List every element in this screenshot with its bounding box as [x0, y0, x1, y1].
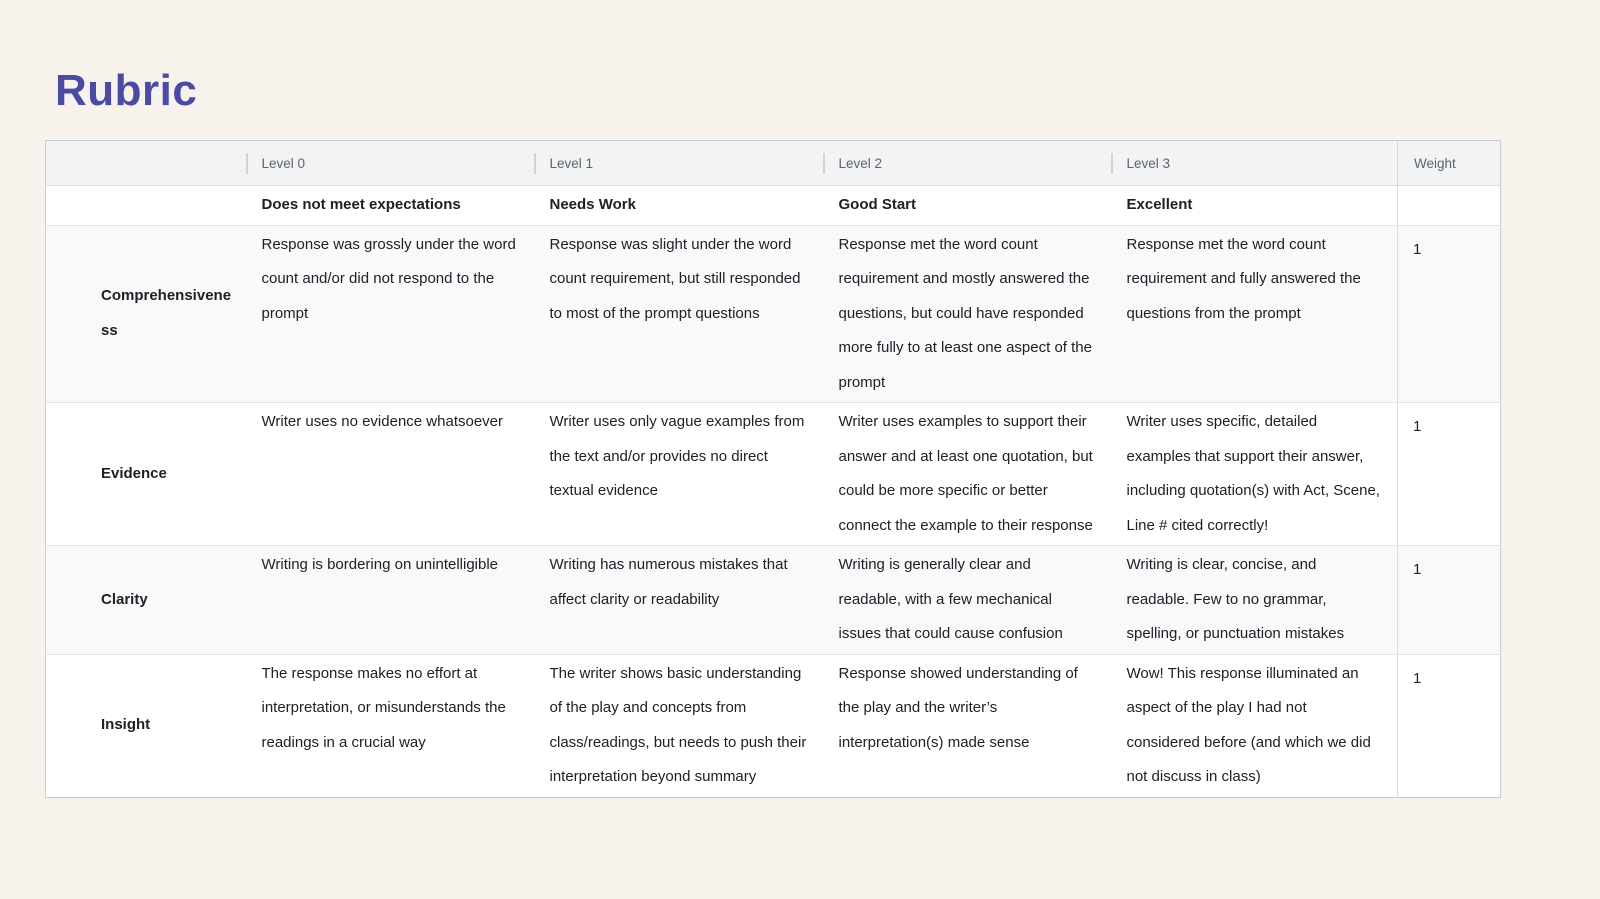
level-0-cell: The response makes no effort at interpretation, or misunderstands the readings in a crucial way — [246, 654, 534, 797]
column-header-level-0: Level 0 — [246, 141, 534, 186]
criterion-name: Evidence — [46, 403, 246, 546]
level-header-row — [46, 141, 1501, 186]
level-1-cell: Writing has numerous mistakes that affect clarity or readability — [534, 546, 823, 655]
rating-labels-row — [46, 186, 1501, 226]
level-2-cell: Writer uses examples to support their answer and at least one quotation, but could be more specific or better connect the example to their response — [823, 403, 1111, 546]
rating-label-level-0: Does not meet expectations — [246, 186, 534, 226]
rubric-row-evidence — [46, 403, 1501, 546]
rating-label-level-1: Needs Work — [534, 186, 823, 226]
rubric-table — [45, 140, 1501, 798]
weight-cell: 1 — [1398, 546, 1501, 655]
level-2-cell: Response met the word count requirement and mostly answered the questions, but could have responded more fully to at least one aspect of the prompt — [823, 225, 1111, 403]
level-1-cell: Writer uses only vague examples from the text and/or provides no direct textual evidence — [534, 403, 823, 546]
level-0-cell: Writing is bordering on unintelligible — [246, 546, 534, 655]
level-1-cell: The writer shows basic understanding of the play and concepts from class/readings, but needs to push their interpretation beyond summary — [534, 654, 823, 797]
level-2-cell: Writing is generally clear and readable, with a few mechanical issues that could cause confusion — [823, 546, 1111, 655]
level-1-cell: Response was slight under the word count requirement, but still responded to most of the prompt questions — [534, 225, 823, 403]
rating-label-level-2: Good Start — [823, 186, 1111, 226]
rating-label-level-3: Excellent — [1111, 186, 1398, 226]
column-header-level-3: Level 3 — [1111, 141, 1398, 186]
level-0-cell: Writer uses no evidence whatsoever — [246, 403, 534, 546]
criterion-name: Clarity — [46, 546, 246, 655]
weight-cell: 1 — [1398, 225, 1501, 403]
rating-label-spacer — [46, 186, 246, 226]
column-header-level-1: Level 1 — [534, 141, 823, 186]
level-0-cell: Response was grossly under the word count and/or did not respond to the prompt — [246, 225, 534, 403]
rating-label-weight-spacer — [1398, 186, 1501, 226]
column-header-weight: Weight — [1398, 141, 1501, 186]
criterion-name: Insight — [46, 654, 246, 797]
column-header-level-2: Level 2 — [823, 141, 1111, 186]
criterion-name: Comprehensiveness — [46, 225, 246, 403]
level-2-cell: Response showed understanding of the play and the writer’s interpretation(s) made sense — [823, 654, 1111, 797]
rubric-row-insight — [46, 654, 1501, 797]
level-3-cell: Writing is clear, concise, and readable. Few to no grammar, spelling, or punctuation mistakes — [1111, 546, 1398, 655]
level-3-cell: Wow! This response illuminated an aspect of the play I had not considered before (and which we did not discuss in class) — [1111, 654, 1398, 797]
level-3-cell: Response met the word count requirement and fully answered the questions from the prompt — [1111, 225, 1398, 403]
weight-cell: 1 — [1398, 403, 1501, 546]
rubric-row-comprehensiveness — [46, 225, 1501, 403]
level-3-cell: Writer uses specific, detailed examples that support their answer, including quotation(s) with Act, Scene, Line # cited correctly! — [1111, 403, 1398, 546]
rubric-row-clarity — [46, 546, 1501, 655]
page-title: Rubric — [55, 66, 198, 115]
weight-cell: 1 — [1398, 654, 1501, 797]
criteria-column-header — [46, 141, 246, 186]
